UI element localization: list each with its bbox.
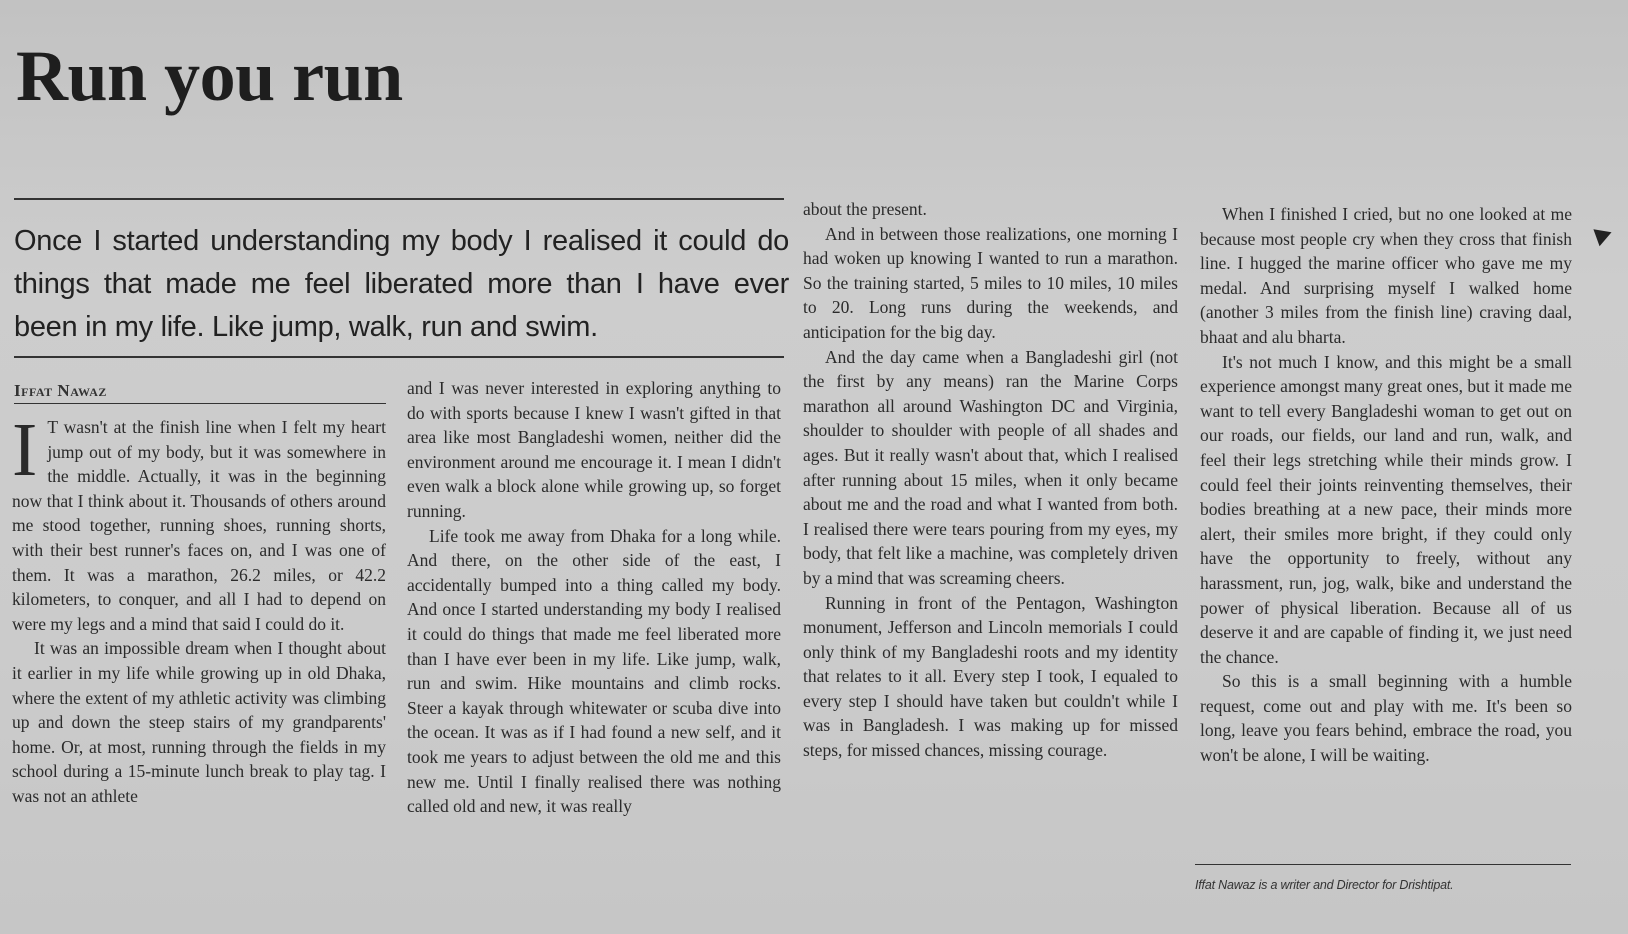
credit-rule xyxy=(1195,864,1571,865)
author-credit: Iffat Nawaz is a writer and Director for Drishtipat. xyxy=(1195,878,1454,892)
paragraph-7: And the day came when a Bangladeshi girl (not the first by any means) ran the Marine Corps marathon all around Washington DC and Virginia, shoulder to shoulder with people of all shades and ages. But it really wasn't about that, which I realised after running about 15 miles, when it only became about me and the road and what I wanted from both. I realised there were tears pouring from my eyes, my body, that felt like a machine, was completely driven by a mind that was screaming cheers. xyxy=(803,346,1178,588)
headline: Run you run xyxy=(16,36,403,116)
paragraph-1-text: T wasn't at the finish line when I felt my heart jump out of my body, but it was somewhere in the middle. Actually, it was in the beginning now that I think about it. Thousands of others around me stood together, running shoes, running shorts, with their best runner's faces on, and I was one of them. It was a marathon, 26.2 miles, or 42.2 kilometers, to conquer, and all I had to depend on were my legs and a mind that said I could do it. xyxy=(12,417,386,634)
column-1 xyxy=(12,408,386,809)
paragraph-6: And in between those realizations, one morning I had woken up knowing I wanted to run a marathon. So the training started, 5 miles to 10 miles, 10 miles to 20. Long runs during the weekends, and anticipation for the big day. xyxy=(803,223,1178,342)
paragraph-5: about the present. xyxy=(803,199,927,219)
byline: Iffat Nawaz xyxy=(14,381,107,400)
drop-cap: I xyxy=(12,408,38,492)
paragraph-4: Life took me away from Dhaka for a long while. And there, on the other side of the east, I accidentally bumped into a thing called my body. And once I started understanding my body I realised it could do things that made me feel liberated more than I have ever been in my life. Like jump, walk, run and swim. Hike mountains and climb rocks. Steer a kayak through whitewater or scuba dive into the ocean. It was as if I had found a new self, and it took me years to adjust between the old me and this new me. Until I finally realised there was nothing called old and new, it was really xyxy=(407,525,781,817)
paragraph-9: When I finished I cried, but no one looked at me because most people cry when they cross that finish line. I hugged the marine officer who gave me my medal. And surprising myself I walked home (another 3 miles from the finish line) craving daal, bhaat and alu bharta. xyxy=(1200,204,1572,347)
paragraph-1 xyxy=(12,408,386,636)
column-3 xyxy=(803,197,1178,763)
column-4 xyxy=(1200,202,1572,768)
paragraph-2: It was an impossible dream when I thought about it earlier in my life while growing up in old Dhaka, where the extent of my athletic activity was climbing up and down the steep stairs of my grandparents' home. Or, at most, running through the fields in my school during a 15-minute lunch break to play tag. I was not an athlete xyxy=(12,638,386,806)
byline-rule xyxy=(14,403,386,404)
paragraph-8: Running in front of the Pentagon, Washington monument, Jefferson and Lincoln memorials I could only think of my Bangladeshi roots and my identity that relates to it all. Every step I took, I equaled to every step I should have taken but couldn't while I was in Bangladesh. I was making up for missed steps, for missed chances, missing courage. xyxy=(803,592,1178,761)
deck-bottom-rule xyxy=(14,356,784,358)
paragraph-3: and I was never interested in exploring anything to do with sports because I knew I wasn't gifted in that area like most Bangladeshi women, neither did the environment around me encourage it. I mean I didn't even walk a block alone while growing up, so forget running. xyxy=(407,378,781,521)
column-2 xyxy=(407,376,781,819)
deck-pull-quote: Once I started understanding my body I realised it could do things that made me feel liberated more than I have ever been in my life. Like jump, walk, run and swim. xyxy=(14,225,789,343)
paragraph-10: It's not much I know, and this might be a small experience amongst many great ones, but it made me want to tell every Bangladeshi woman to get out on our roads, our fields, our land and run, walk, and feel their legs stretching while their minds grow. I could feel their joints reinventing themselves, their bodies breathing at a new pace, their minds more alert, their smiles more bright, if they could only have the opportunity to freely, without any harassment, run, jog, walk, bike and understand the power of physical liberation. Because all of us deserve it and are capable of finding it, we just need the chance. xyxy=(1200,351,1572,667)
paragraph-11: So this is a small beginning with a humble request, come out and play with me. It's been so long, leave you fears behind, embrace the road, you won't be alone, I will be waiting. xyxy=(1200,671,1572,766)
margin-arrow-icon xyxy=(1593,224,1614,246)
deck-top-rule xyxy=(14,198,784,200)
